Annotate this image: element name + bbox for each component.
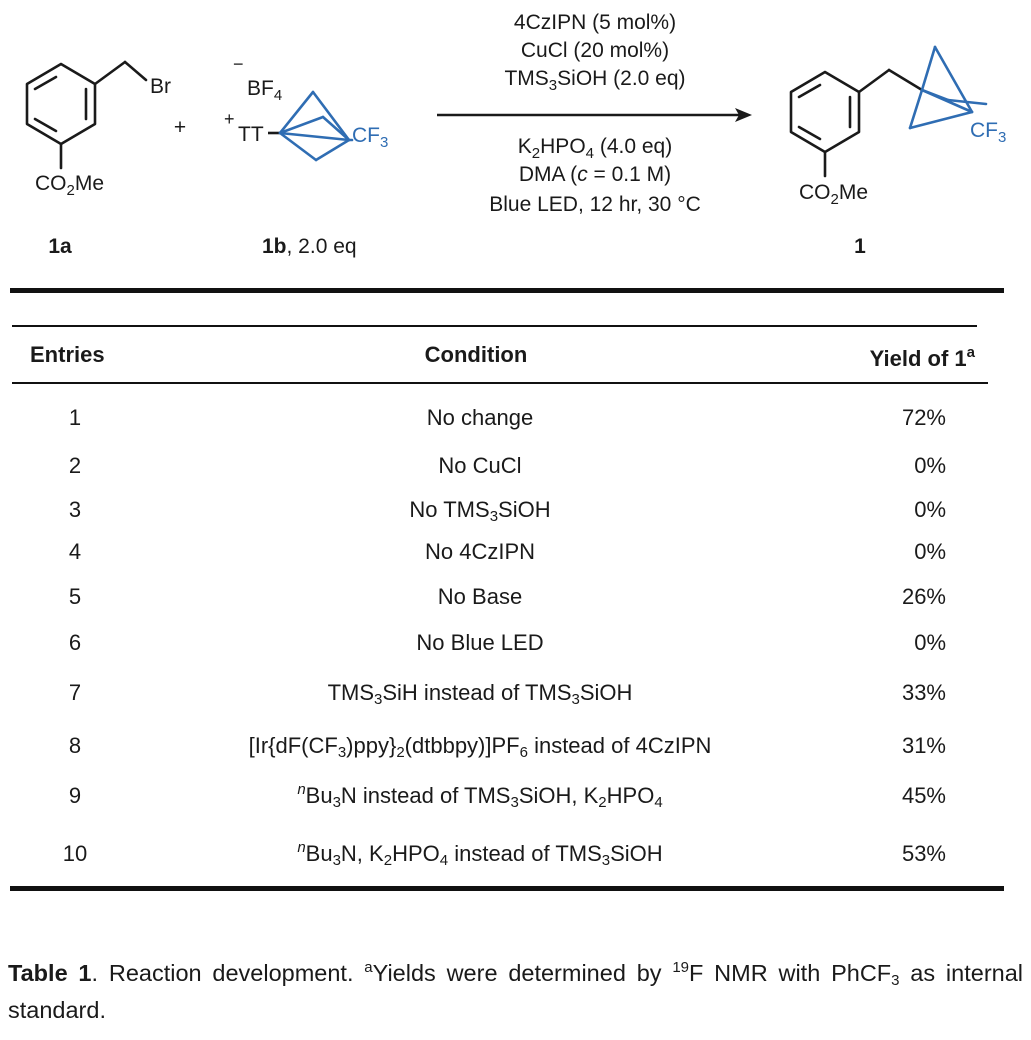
bf4-anion: $BF_4$ xyxy=(247,77,283,104)
condition-5: No Base xyxy=(437,584,523,609)
condition-1: No change xyxy=(426,405,534,430)
bf4-charge: − xyxy=(233,54,244,74)
yield-7: 33% xyxy=(901,680,946,705)
svg-text:CuCl (20 mol%): CuCl (20 mol%) xyxy=(520,39,670,62)
ester-label-1a: $CO_2Me$ xyxy=(35,172,105,199)
yield-9: 45% xyxy=(901,783,946,808)
compound-label-1: 1 xyxy=(854,235,866,258)
entry-1: 1 xyxy=(68,405,82,430)
entry-8: 8 xyxy=(68,733,82,758)
entry-4: 4 xyxy=(68,539,82,564)
yield-4: 0% xyxy=(914,539,946,564)
cf3-label-1b: $CF_3$ xyxy=(352,124,389,151)
svg-text:K2HPO4 (4.0 eq): $K_2HPO_4$ (4.0 eq) xyxy=(517,135,673,162)
entry-5: 5 xyxy=(68,584,82,609)
compound-label-1a: 1a xyxy=(48,235,72,258)
entry-7: 7 xyxy=(68,680,82,705)
table-caption: Table 1. Reaction development. $^a$Yields were determined by $^{19}$F NMR with PhCF$_3$ as internal standard. xyxy=(8,959,1024,1023)
condition-9: $^nBu_3N$ instead of $TMS_3SiOH$, $K_2HPO_4$ xyxy=(297,781,663,811)
condition-4: No 4CzIPN xyxy=(424,539,536,564)
tt-label: TT xyxy=(238,123,264,146)
yield-8: 31% xyxy=(901,733,946,758)
product-1-structure xyxy=(791,70,922,176)
table-top-thick-rule xyxy=(10,288,1004,293)
bicyclopentane-1b xyxy=(280,92,352,160)
entry-9: 9 xyxy=(68,783,82,808)
yield-3: 0% xyxy=(914,497,946,522)
yield-1: 72% xyxy=(901,405,946,430)
entry-10: 10 xyxy=(62,841,88,866)
yield-6: 0% xyxy=(914,630,946,655)
cf3-label-product: $CF_3$ xyxy=(970,119,1007,146)
condition-7: $TMS_3SiH$ instead of $TMS_3SiOH$ xyxy=(327,680,633,708)
reaction-arrow xyxy=(437,108,752,122)
condition-6: No Blue LED xyxy=(416,630,544,655)
caption-label: Table 1 xyxy=(8,960,92,986)
header-condition: Condition xyxy=(424,342,528,367)
table-header-top-rule xyxy=(12,325,977,327)
yield-2: 0% xyxy=(914,453,946,478)
table-bottom-thick-rule xyxy=(10,886,1004,891)
header-entries: Entries xyxy=(30,342,105,367)
svg-text:Blue LED, 12 hr, 30 °C: Blue LED, 12 hr, 30 °C xyxy=(489,193,701,216)
condition-8: $[Ir\{dF(CF_3)ppy\}_2(dtbbpy)]PF_6$ instead of 4CzIPN xyxy=(248,733,712,761)
compound-label-1b: 1b, 2.0 eq xyxy=(262,235,357,258)
svg-text:4CzIPN (5 mol%): 4CzIPN (5 mol%) xyxy=(513,11,677,34)
entry-3: 3 xyxy=(68,497,82,522)
conditions-below xyxy=(489,135,701,216)
condition-10: $^nBu_3N$, $K_2HPO_4$ instead of $TMS_3SiOH$ xyxy=(297,839,663,869)
condition-3: No $TMS_3SiOH$ xyxy=(409,497,551,525)
yield-10: 53% xyxy=(901,841,946,866)
bromine-label: Br xyxy=(150,75,171,98)
header-yield: Yield of 1$^a$ xyxy=(869,344,975,371)
reactant-1a-structure xyxy=(27,62,146,168)
yield-5: 26% xyxy=(901,584,946,609)
entry-6: 6 xyxy=(68,630,82,655)
svg-text:TMS3SiOH (2.0 eq): $TMS_3SiOH$ (2.0 eq) xyxy=(504,67,686,94)
condition-2: No CuCl xyxy=(438,453,522,478)
conditions-above xyxy=(504,11,685,94)
bicyclopentane-product xyxy=(910,47,986,128)
ester-label-product: $CO_2Me$ xyxy=(799,181,869,208)
entry-2: 2 xyxy=(68,453,82,478)
table-header-bottom-rule xyxy=(12,382,988,384)
reaction-scheme xyxy=(0,0,1031,290)
tt-charge: + xyxy=(224,109,235,129)
svg-text:DMA (c = 0.1 M): DMA (c = 0.1 M) xyxy=(518,163,672,186)
plus-sign: + xyxy=(173,116,187,139)
